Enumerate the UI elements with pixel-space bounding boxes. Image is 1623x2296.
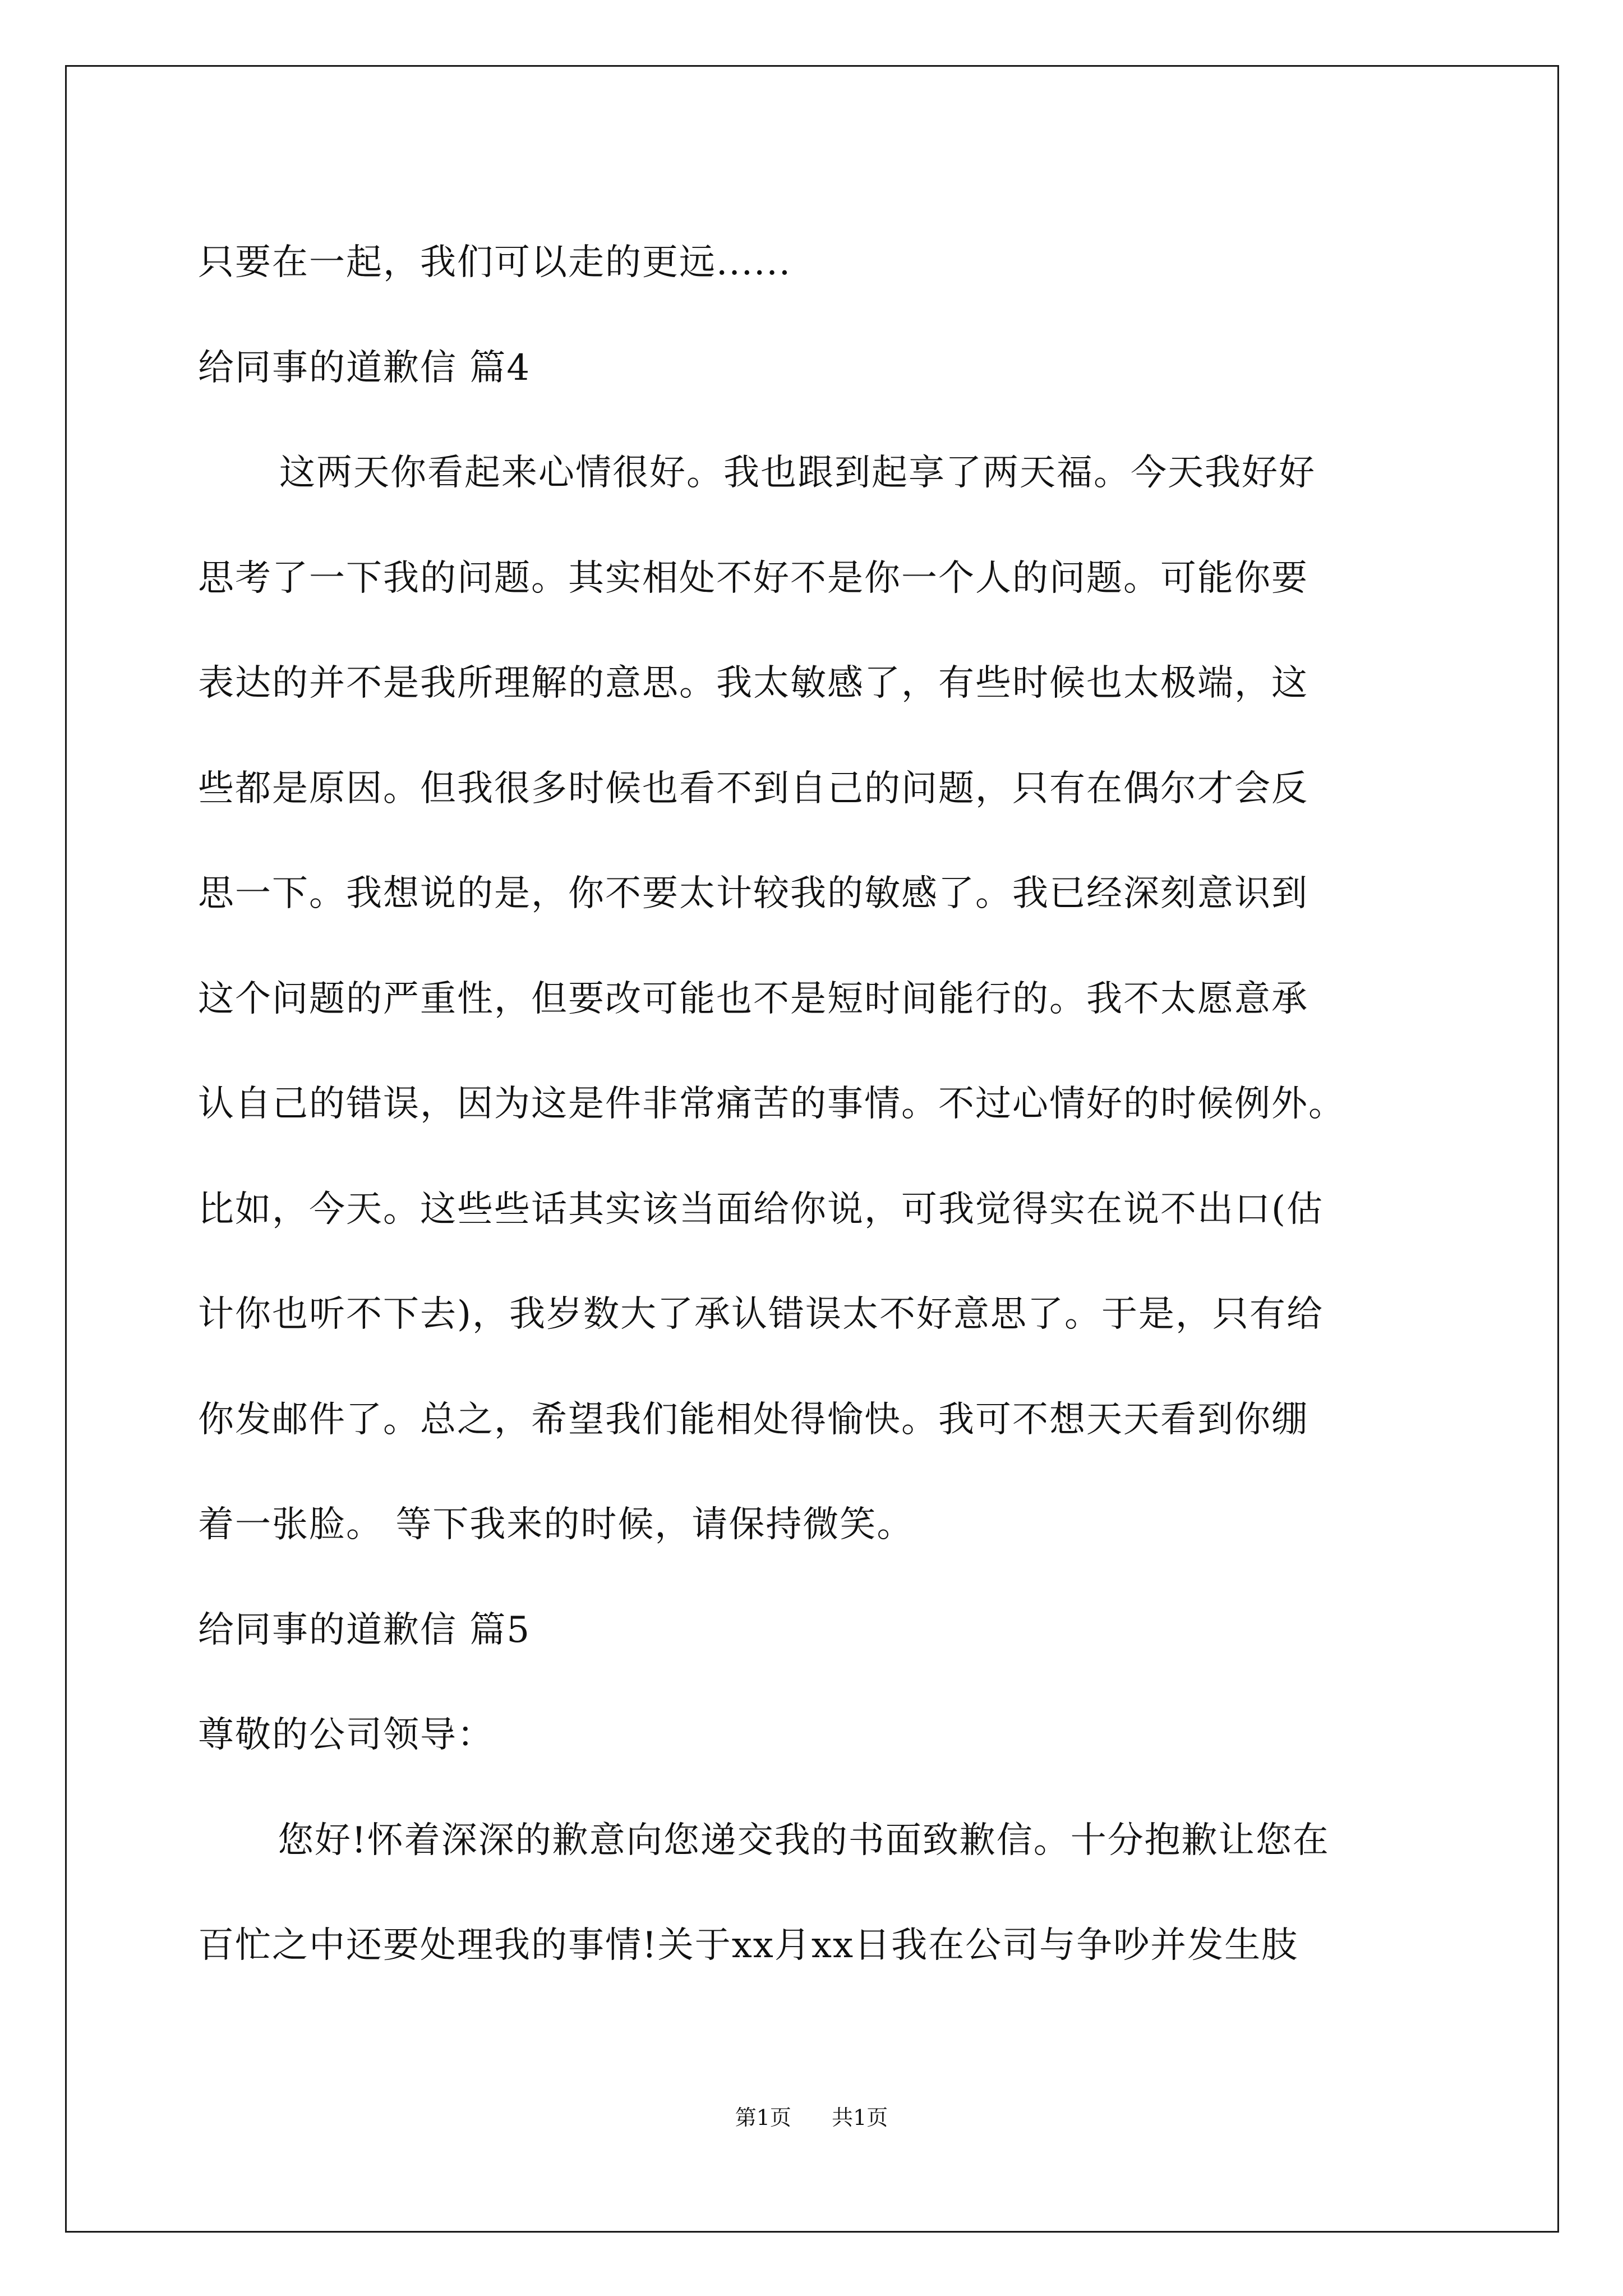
document-body [198, 210, 1449, 1999]
paragraph-first-line: 您好!怀着深深的歉意向您递交我的书面致歉信。十分抱歉让您在 [278, 1819, 1330, 1861]
text-line: 认自己的错误，因为这是件非常痛苦的事情。不过心情好的时候例外。 [198, 1083, 1345, 1125]
text-line: 计你也听不下去)，我岁数大了承认错误太不好意思了。于是，只有给 [198, 1294, 1324, 1335]
text-line: 你发邮件了。总之，希望我们能相处得愉快。我可不想天天看到你绷 [198, 1398, 1308, 1441]
text-line: 百忙之中还要处理我的事情!关于xx月xx日我在公司与争吵并发生肢 [198, 1925, 1299, 1966]
salutation: 尊敬的公司领导： [198, 1714, 494, 1756]
text-line: 思一下。我想说的是，你不要太计较我的敏感了。我已经深刻意识到 [198, 873, 1308, 914]
paragraph-first-line: 这两天你看起来心情很好。我也跟到起享了两天福。今天我好好 [279, 452, 1316, 494]
page-footer [0, 2104, 1623, 2132]
text-line: 比如，今天。这些些话其实该当面给你说，可我觉得实在说不出口(估 [198, 1188, 1324, 1230]
text-line: 思考了一下我的问题。其实相处不好不是你一个人的问题。可能你要 [198, 557, 1308, 599]
text-line: 表达的并不是我所理解的意思。我太敏感了，有些时候也太极端，这 [198, 662, 1308, 704]
text-line: 只要在一起，我们可以走的更远...... [198, 242, 792, 283]
section-heading: 给同事的道歉信 篇5 [198, 1609, 531, 1651]
text-line: 些都是原因。但我很多时候也看不到自己的问题，只有在偶尔才会反 [198, 767, 1308, 809]
page-number: 第1页 [735, 2105, 791, 2130]
text-line: 这个问题的严重性，但要改可能也不是短时间能行的。我不太愿意承 [198, 978, 1308, 1020]
page-total: 共1页 [832, 2105, 888, 2130]
section-heading: 给同事的道歉信 篇4 [198, 347, 531, 389]
text-line: 着一张脸。 等下我来的时候，请保持微笑。 [198, 1504, 914, 1545]
